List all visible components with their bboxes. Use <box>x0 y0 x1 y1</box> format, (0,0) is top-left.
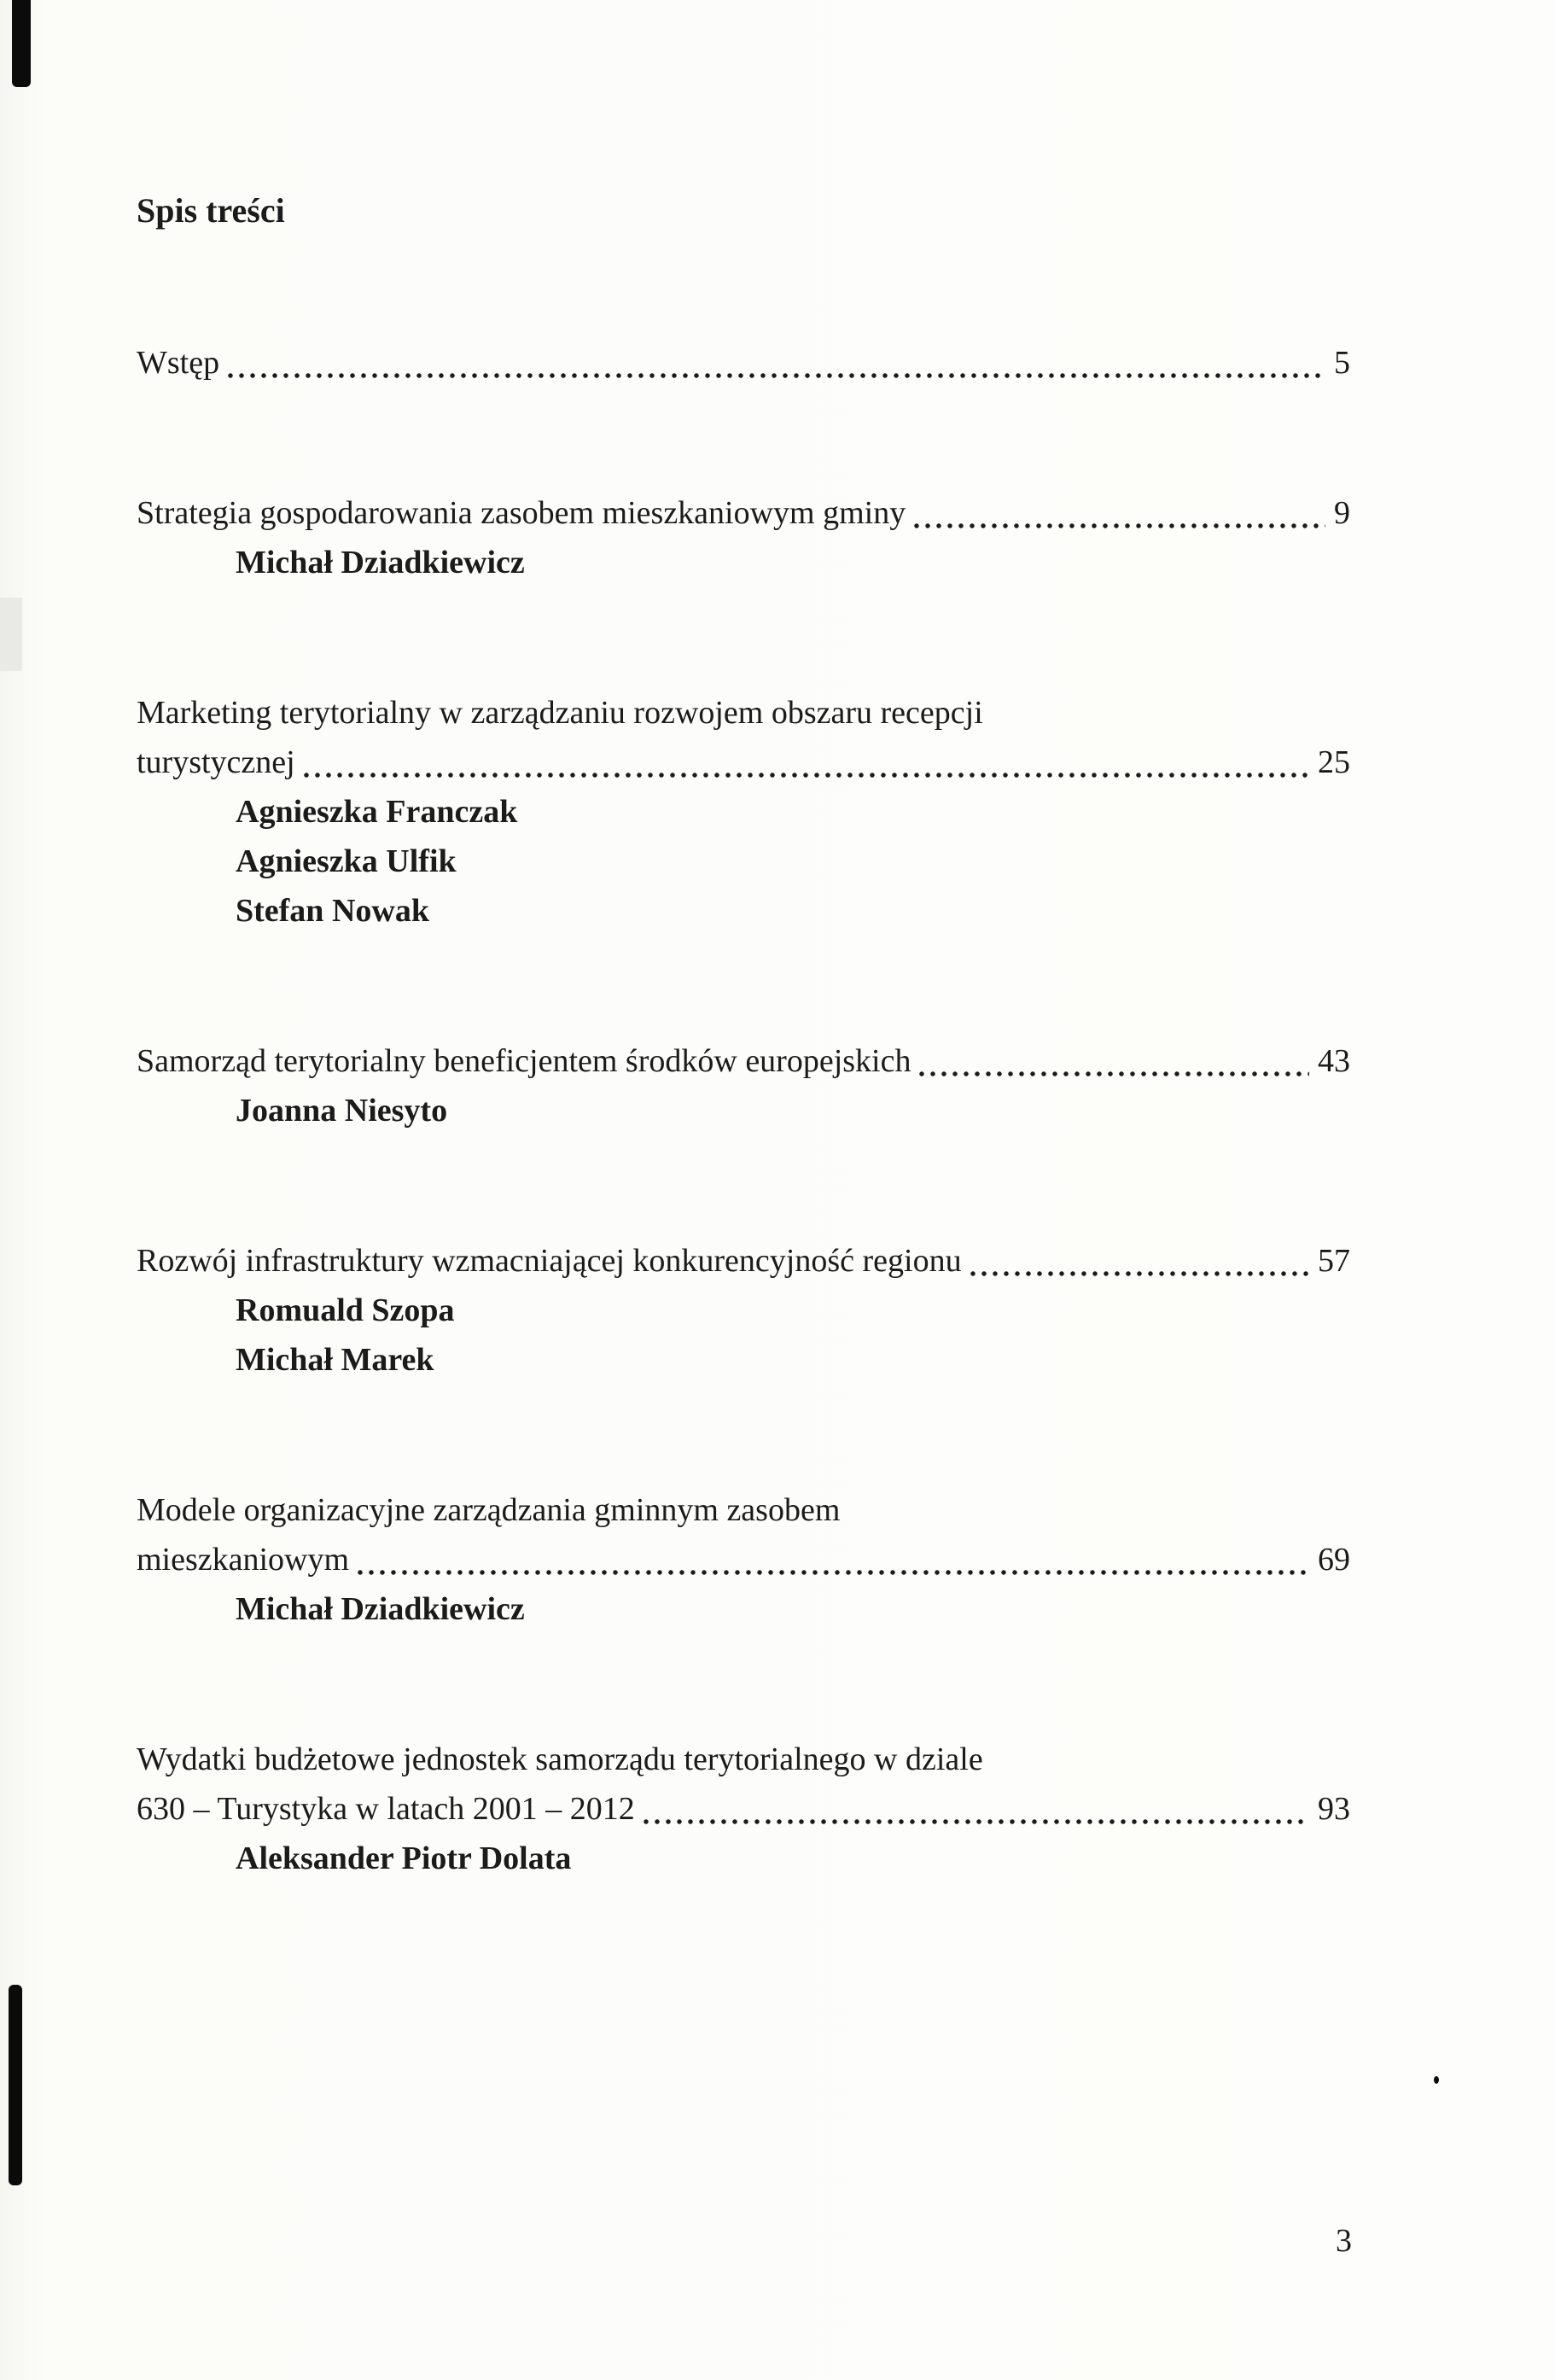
toc-page-number: 93 <box>1318 1791 1350 1827</box>
toc-entry-title-line: Modele organizacyjne zarządzania gminnym zasobem <box>137 1492 841 1528</box>
toc-entry-marketing <box>137 688 1350 936</box>
dot-leader <box>226 371 1325 380</box>
toc-entry-title: mieszkaniowym <box>137 1542 350 1578</box>
toc-entry-line <box>137 488 1350 538</box>
toc-entry-title: Samorząd terytorialny beneficjentem środków europejskich <box>137 1043 911 1079</box>
toc-entry-title: Strategia gospodarowania zasobem mieszkaniowym gminy <box>137 495 906 531</box>
dot-leader <box>356 1568 1309 1577</box>
toc-entry-title-line: Wydatki budżetowe jednostek samorządu terytorialnego w dziale <box>137 1741 983 1777</box>
toc-author: Stefan Nowak <box>236 893 429 929</box>
toc-author: Michał Marek <box>236 1342 434 1378</box>
dot-leader <box>917 1070 1309 1078</box>
toc-entry-samorzad <box>137 1036 1350 1135</box>
toc-author: Romuald Szopa <box>236 1292 455 1328</box>
toc-entry-line <box>137 338 1350 388</box>
scan-artifact-smudge <box>0 598 22 671</box>
toc-entry-line <box>137 1036 1350 1086</box>
toc-entry-title: Rozwój infrastruktury wzmacniającej konkurencyjność regionu <box>137 1243 962 1279</box>
toc-author: Michał Dziadkiewicz <box>236 1591 525 1627</box>
toc-page-number: 69 <box>1318 1542 1350 1578</box>
toc-entry-line <box>137 1784 1350 1834</box>
toc-author: Aleksander Piotr Dolata <box>236 1840 572 1876</box>
toc-entry-title-line: Marketing terytorialny w zarządzaniu rozwojem obszaru recepcji <box>137 695 983 731</box>
toc-page-number: 57 <box>1318 1243 1350 1279</box>
dot-leader <box>969 1269 1309 1278</box>
toc-entry-rozwoj <box>137 1236 1350 1385</box>
page-number-footer: 3 <box>1336 2223 1352 2259</box>
toc-page-number: 9 <box>1334 495 1350 531</box>
dot-leader <box>302 771 1309 779</box>
dot-leader <box>912 522 1325 530</box>
toc-page-number: 25 <box>1318 744 1350 780</box>
toc-entry-title: turystycznej <box>137 744 295 780</box>
scan-artifact-bottom-left <box>9 1985 22 2185</box>
toc-author: Joanna Niesyto <box>236 1093 448 1129</box>
toc-heading: Spis treści <box>137 191 285 230</box>
toc-page-number: 5 <box>1334 345 1350 381</box>
toc-author: Michał Dziadkiewicz <box>236 545 525 580</box>
toc-entry-title: Wstęp <box>137 345 220 381</box>
toc-entry-wstep <box>137 338 1350 388</box>
toc-author: Agnieszka Ulfik <box>236 843 457 879</box>
toc-entry-strategia <box>137 488 1350 587</box>
scan-artifact-speck <box>1434 2076 1439 2084</box>
toc-entry-wydatki <box>137 1735 1350 1883</box>
toc-entry-modele <box>137 1485 1350 1634</box>
toc-author: Agnieszka Franczak <box>236 794 518 830</box>
toc-page-number: 43 <box>1318 1043 1350 1079</box>
dot-leader <box>642 1817 1309 1826</box>
toc-entry-line <box>137 1236 1350 1286</box>
toc-entry-title: 630 – Turystyka w latach 2001 – 2012 <box>137 1791 635 1827</box>
toc-entry-line <box>137 1535 1350 1584</box>
scan-artifact-top-left <box>12 0 31 87</box>
toc-entry-line <box>137 738 1350 787</box>
